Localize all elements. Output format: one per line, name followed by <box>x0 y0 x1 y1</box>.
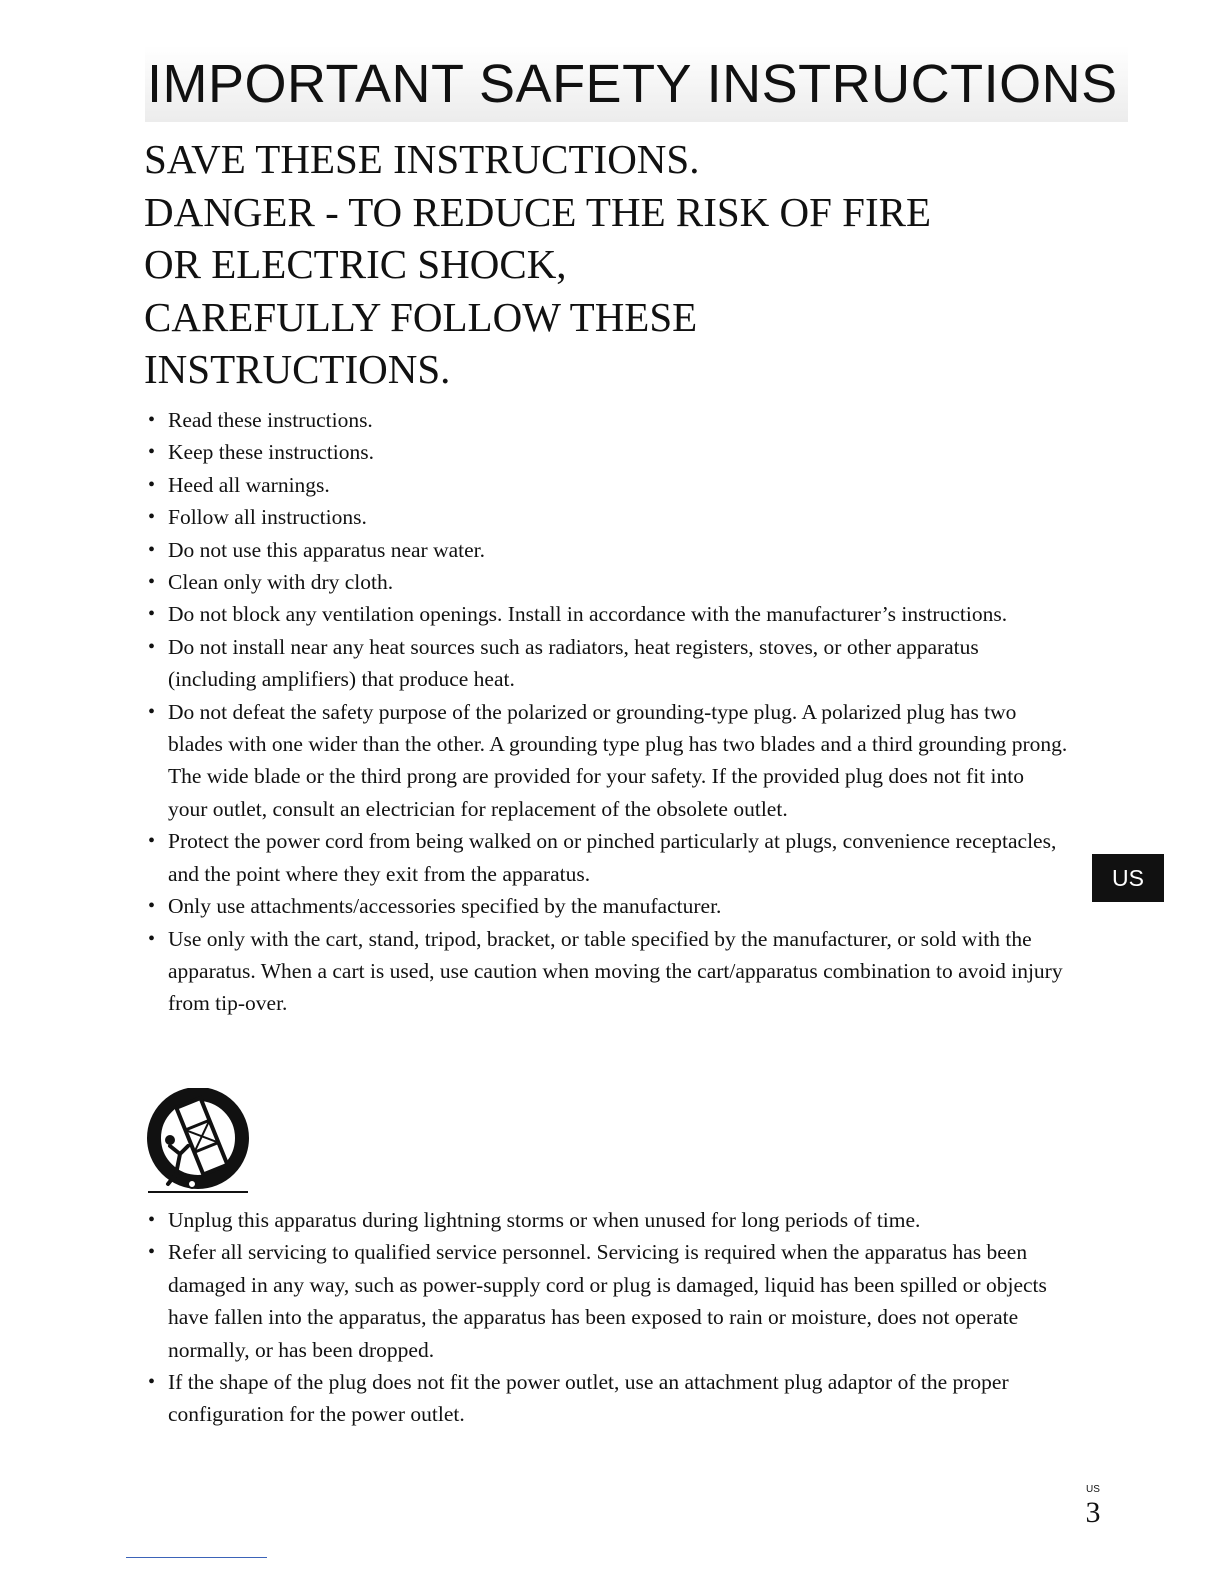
list-item-text: Do not defeat the safety purpose of the polarized or grounding-type plug. A polarized plug has two blades with one wider than the other. A grounding type plug has two blades and a third grounding prong. The wide blade or the third prong are provided for your safety. If the provided plug does not fit into your outlet, consult an electrician for replacement of the obsolete outlet. <box>168 699 1068 821</box>
list-item-text: Protect the power cord from being walked on or pinched particularly at plugs, convenience receptacles, and the point where they exit from the apparatus. <box>168 829 1057 886</box>
danger-heading-line: SAVE THESE INSTRUCTIONS. <box>144 136 700 182</box>
bullet: • <box>148 895 156 918</box>
danger-heading-line: OR ELECTRIC SHOCK, <box>144 241 567 287</box>
list-item <box>148 1204 1068 1236</box>
danger-heading <box>144 133 1104 396</box>
footer-rule <box>126 1557 267 1558</box>
page-title: IMPORTANT SAFETY INSTRUCTIONS <box>145 46 1128 122</box>
bullet: • <box>148 830 156 853</box>
list-item-text: Do not block any ventilation openings. Install in accordance with the manufacturer’s instructions. <box>168 602 1008 627</box>
region-tab: US <box>1092 854 1164 902</box>
bullet: • <box>148 441 156 464</box>
cart-tip-over-warning-icon <box>140 1088 252 1196</box>
list-item <box>148 631 1068 696</box>
list-item <box>148 534 1068 566</box>
list-item <box>148 501 1068 533</box>
list-item-text: Heed all warnings. <box>168 472 330 497</box>
list-item-text: Unplug this apparatus during lightning storms or when unused for long periods of time. <box>168 1208 921 1232</box>
bullet: • <box>148 506 156 529</box>
bullet: • <box>148 1241 156 1264</box>
list-item <box>148 404 1068 436</box>
list-item <box>148 890 1068 922</box>
list-item-text: Do not use this apparatus near water. <box>168 537 486 562</box>
bullet: • <box>148 1209 156 1231</box>
list-item <box>148 1366 1068 1431</box>
bullet: • <box>148 571 156 594</box>
bullet: • <box>148 1371 156 1394</box>
list-item <box>148 566 1068 598</box>
list-item-text: Clean only with dry cloth. <box>168 570 394 595</box>
list-item-text: Keep these instructions. <box>168 440 374 465</box>
danger-heading-line: CAREFULLY FOLLOW THESE <box>144 293 698 340</box>
list-item-text: If the shape of the plug does not fit the power outlet, use an attachment plug adaptor of the proper configuration for the power outlet. <box>168 1370 1009 1427</box>
list-item <box>148 923 1068 1020</box>
list-item-text: Do not install near any heat sources such as radiators, heat registers, stoves, or other apparatus (including amplifiers) that produce heat. <box>168 634 979 692</box>
list-item-text: Follow all instructions. <box>168 505 367 530</box>
instruction-list <box>148 404 1068 1020</box>
danger-heading-line: INSTRUCTIONS. <box>144 346 451 392</box>
bullet: • <box>148 409 156 431</box>
page-number: 3 <box>1085 1496 1101 1529</box>
list-item <box>148 1236 1068 1366</box>
bullet: • <box>148 927 156 950</box>
list-item-text: Read these instructions. <box>168 408 373 432</box>
list-item <box>148 469 1068 501</box>
bullet: • <box>148 635 156 658</box>
list-item <box>148 696 1068 826</box>
bullet: • <box>148 700 156 723</box>
list-item <box>148 825 1068 890</box>
list-item-text: Use only with the cart, stand, tripod, bracket, or table specified by the manufacturer, or sold with the apparatus. When a cart is used, use caution when moving the cart/apparatus combination to avoid injury from tip-over. <box>168 926 1063 1016</box>
instruction-list-continued <box>148 1204 1068 1431</box>
page-region-label: US <box>1086 1484 1100 1495</box>
list-item-text: Refer all servicing to qualified service personnel. Servicing is required when the apparatus has been damaged in any way, such as power-supply cord or plug is damaged, liquid has been spilled or objects have fallen into the apparatus, the apparatus has been exposed to rain or moisture, does not operate normally, or has been dropped. <box>168 1240 1047 1362</box>
list-item <box>148 436 1068 468</box>
list-item-text: Only use attachments/accessories specified by the manufacturer. <box>168 894 722 919</box>
danger-heading-line: DANGER - TO REDUCE THE RISK OF FIRE <box>144 188 932 235</box>
bullet: • <box>148 538 156 561</box>
bullet: • <box>148 603 156 626</box>
list-item <box>148 598 1068 630</box>
bullet: • <box>148 473 156 496</box>
